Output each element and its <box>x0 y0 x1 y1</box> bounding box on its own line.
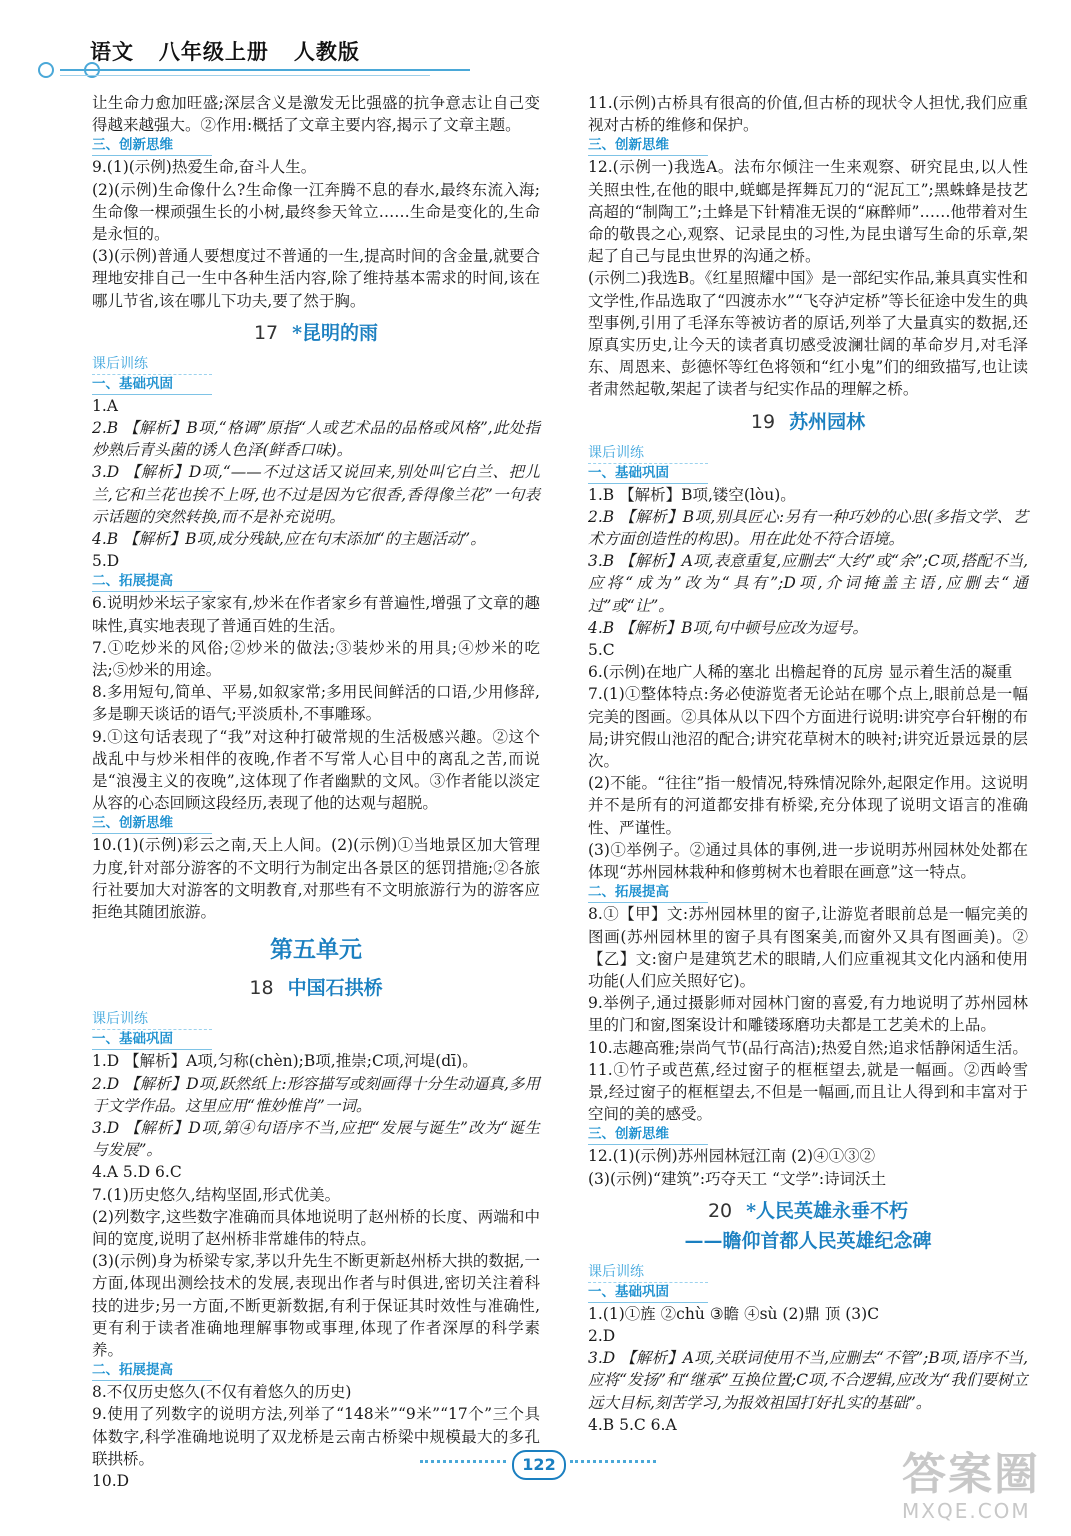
answer-text: 7.(1)①整体特点:务必使游览者无论站在哪个点上,眼前总是一幅完美的图画。②具体从以下四个方面进行说明:讲究亭台轩榭的布局;讲究假山池沼的配合;讲究花草树木的映衬;讲究近景远景的层次。 <box>588 685 1028 771</box>
training-label: 课后训练 <box>92 1009 212 1030</box>
lesson-name: *昆明的雨 <box>292 321 379 344</box>
training-label: 课后训练 <box>588 1262 708 1283</box>
answer-text: 4.B 【解析】B项,句中顿号应改为逗号。 <box>588 618 868 637</box>
answer-text: 5.D <box>92 552 120 571</box>
section-heading: 一、基础巩固 <box>588 1283 708 1303</box>
lesson-title <box>588 407 1028 437</box>
answer-text: 10.D <box>92 1471 130 1490</box>
watermark-logo: 答案圈 <box>902 1449 1040 1500</box>
answer-text: 2.D 【解析】D项,跃然纸上:形容描写或刻画得十分生动逼真,多用于文学作品。这里应用“惟妙惟肖”一词。 <box>92 1074 540 1115</box>
section-heading: 一、基础巩固 <box>92 1030 212 1050</box>
section-heading: 二、拓展提高 <box>588 883 708 903</box>
answer-text: 3.D 【解析】A项,关联词使用不当,应删去“不管”;B项,语序不当,应将“发扬”和“继承”互换位置;C项,不合逻辑,应改为“我们要树立远大目标,刻苦学习,为报效祖国打好扎实的基础”。 <box>588 1349 1028 1412</box>
answer-text: 2.B 【解析】B项,“格调”原指“人或艺术品的品格或风格”,此处指炒熟后青头菌的诱人色泽(鲜香口味)。 <box>92 419 540 460</box>
answer-text: 1.A <box>92 396 118 415</box>
lesson-number: 19 <box>750 410 776 433</box>
answer-text: 3.B 【解析】A项,表意重复,应删去“大约”或“余”;C项,搭配不当,应将“成为”改为“具有”;D项,介词掩盖主语,应删去“通过”或“让”。 <box>588 552 1028 615</box>
lesson-name: *人民英雄永垂不朽 <box>746 1199 909 1222</box>
lesson-name: 苏州园林 <box>789 410 866 433</box>
header-rule <box>60 69 470 71</box>
answer-text: (3)(示例)普通人要想度过不普通的一生,提高时间的含金量,就要合理地安排自己一生中各种生活内容,除了维持基本需求的时间,该在哪儿节省,该在哪儿下功夫,要了然于胸。 <box>92 247 540 310</box>
lesson-number: 17 <box>253 321 279 344</box>
answer-text: 7.①吃炒米的风俗;②炒米的做法;③装炒米的用具;④炒米的吃法;⑤炒米的用途。 <box>92 638 540 680</box>
section-heading: 三、创新思维 <box>92 814 212 834</box>
footer-dots-left <box>420 1460 506 1467</box>
answer-text: 8.①【甲】文:苏州园林里的窗子,让游览者眼前总是一幅完美的图画(苏州园林里的窗子具有图案美,而窗外又具有图画美)。②【乙】文:窗户是建筑艺术的眼睛,人们应重视其文化内涵和使用功能(人们应关照好它)。 <box>588 905 1028 990</box>
right-column <box>588 92 1028 1436</box>
watermark-url: MXQE.COM <box>902 1499 1031 1523</box>
answer-text: 3.D 【解析】D项,第④句语序不当,应把“发展与诞生”改为“诞生与发展”。 <box>92 1118 540 1160</box>
section-heading: 三、创新思维 <box>588 1125 708 1145</box>
answer-text: 8.多用短句,简单、平易,如叙家常;多用民间鲜活的口语,少用修辞,多是聊天谈话的语气;平淡质朴,不事雕琢。 <box>92 683 540 724</box>
answer-text: 2.B 【解析】B项,别具匠心:另有一种巧妙的心思(多指文学、艺术方面创造性的构思)。用在此处不符合语境。 <box>588 507 1028 549</box>
section-heading: 二、拓展提高 <box>92 1361 212 1381</box>
answer-text: (示例二)我选B。《红星照耀中国》是一部纪实作品,兼具真实性和文学性,作品选取了“四渡赤水”“飞夺泸定桥”等长征途中发生的典型事例,引用了毛泽东等被访者的原话,列举了大量真实的数据,还原真实历史,让今天的读者真切感受波澜壮阔的革命岁月,对毛泽东、周恩来、彭德怀等红色将领和“红小鬼”们的细致描写,也让读者肃然起敬,架起了读者与纪实作品的理解之桥。 <box>588 269 1028 399</box>
answer-text: 11.(示例)古桥具有很高的价值,但古桥的现状令人担忧,我们应重视对古桥的维修和保护。 <box>588 94 1028 135</box>
section-heading: 二、拓展提高 <box>92 572 212 592</box>
answer-text: 4.B 5.C 6.A <box>588 1415 677 1434</box>
training-label: 课后训练 <box>92 354 212 375</box>
answer-text: 4.A 5.D 6.C <box>92 1163 182 1182</box>
lesson-title <box>588 1196 1028 1226</box>
answer-text: 让生命力愈加旺盛;深层含义是激发无比强盛的抗争意志让自己变得越来越强大。②作用:概括了文章主要内容,揭示了文章主题。 <box>92 94 540 135</box>
answer-text: 8.不仅历史悠久(不仅有着悠久的历史) <box>92 1383 352 1402</box>
answer-text: 9.(1)(示例)热爱生命,奋斗人生。 <box>92 158 317 177</box>
answer-text: 1.(1)①旌 ②chù ③瞻 ④sù (2)鼎 顶 (3)C <box>588 1304 880 1323</box>
lesson-title <box>92 973 540 1003</box>
answer-text: 7.(1)历史悠久,结构坚固,形式优美。 <box>92 1185 341 1204</box>
left-column <box>92 92 540 1492</box>
answer-text: 10.志趣高雅;崇尚气节(品行高洁);热爱自然;追求恬静闲适生活。 <box>588 1038 1028 1057</box>
section-heading: 一、基础巩固 <box>92 375 212 395</box>
section-heading: 三、创新思维 <box>92 136 212 156</box>
answer-text: (2)列数字,这些数字准确而具体地说明了赵州桥的长度、两端和中间的宽度,说明了赵州桥非常雄伟的特点。 <box>92 1207 540 1248</box>
answer-text: 6.说明炒米坛子家家有,炒米在作者家乡有普遍性,增强了文章的趣味性,真实地表现了普通百姓的生活。 <box>92 594 540 635</box>
lesson-number: 18 <box>249 977 274 1000</box>
page-header <box>0 0 1071 90</box>
answer-text: 1.D 【解析】A项,匀称(chèn);B项,推崇;C项,河堤(dī)。 <box>92 1052 478 1071</box>
lesson-title <box>92 318 540 348</box>
answer-text: 9.举例子,通过摄影师对园林门窗的喜爱,有力地说明了苏州园林里的门和窗,图案设计和雕镂琢磨功夫都是工艺美术的上品。 <box>588 994 1028 1035</box>
answer-text: 1.B 【解析】B项,镂空(lòu)。 <box>588 485 796 504</box>
answer-text: 12.(1)(示例)苏州园林冠江南 (2)④①③② <box>588 1147 876 1166</box>
footer-dots-right <box>570 1460 656 1467</box>
answer-text: 9.①这句话表现了“我”对这种打破常规的生活极感兴趣。②这个战乱中与炒米相伴的夜晚,作者不写常人心目中的离乱之苦,而说是“浪漫主义的夜晚”,这体现了作者幽默的文风。③作者能以淡定从容的心态回顾这段经历,表现了他的达观与超脱。 <box>92 727 540 813</box>
answer-text: 6.(示例)在地广人稀的塞北 出檐起脊的瓦房 显示着生活的凝重 <box>588 663 1013 682</box>
answer-text: 12.(示例一)我选A。法布尔倾注一生来观察、研究昆虫,以人性关照虫性,在他的眼中,蜣螂是挥舞瓦刀的“泥瓦工”;黑蛛蜂是技艺高超的“制陶工”;土蜂是下针精准无误的“麻醉师”……他带着对生命的敬畏之心,观察、记录昆虫的习性,为昆虫谱写生命的乐章,架起了自己与昆虫世界的沟通之桥。 <box>588 158 1028 266</box>
unit-title: 第五单元 <box>270 937 362 964</box>
header-rule-thin <box>60 75 430 76</box>
book-title: 语文 八年级上册 人教版 <box>90 40 360 64</box>
section-heading: 一、基础巩固 <box>588 464 708 484</box>
answer-text: 11.①竹子或芭蕉,经过窗子的框框望去,就是一幅画。②西岭雪景,经过窗子的框框望去,不但是一幅画,而且让人得到和丰富对于空间的美的感受。 <box>588 1060 1028 1124</box>
training-label: 课后训练 <box>588 443 708 464</box>
section-heading: 三、创新思维 <box>588 136 708 156</box>
lesson-name: 中国石拱桥 <box>287 977 383 1000</box>
watermark <box>902 1450 1062 1530</box>
header-dot-icon <box>38 62 54 78</box>
answer-text: (2)(示例)生命像什么?生命像一江奔腾不息的春水,最终东流入海;生命像一棵顽强生长的小树,最终参天耸立……生命是变化的,生命是永恒的。 <box>92 180 540 244</box>
answer-text: (3)(示例)“建筑”:巧夺天工 “文学”:诗词沃土 <box>588 1169 887 1188</box>
lesson-subtitle: ——瞻仰首都人民英雄纪念碑 <box>684 1229 932 1252</box>
answer-text: 3.D 【解析】D项,“——不过这话又说回来,别处叫它白兰、把儿兰,它和兰花也挨不上呀,也不过是因为它很香,香得像兰花”一句表示话题的突然转换,而不是补充说明。 <box>92 463 540 526</box>
answer-text: (3)①举例子。②通过具体的事例,进一步说明苏州园林处处都在体现“苏州园林栽种和修剪树木也着眼在画意”这一特点。 <box>588 840 1028 882</box>
answer-text: (2)不能。“往往”指一般情况,特殊情况除外,起限定作用。这说明并不是所有的河道都安排有桥梁,充分体现了说明文语言的准确性、严谨性。 <box>588 774 1028 837</box>
answer-text: 10.(1)(示例)彩云之南,天上人间。(2)(示例)①当地景区加大管理力度,针对部分游客的不文明行为制定出各景区的惩罚措施;②各旅行社要加大对游客的文明教育,对那些有不文明旅游行为的游客应拒绝其随团旅游。 <box>92 836 540 922</box>
lesson-number: 20 <box>707 1199 733 1222</box>
answer-text: 4.B 【解析】B项,成分残缺,应在句末添加“的主题活动”。 <box>92 530 486 549</box>
answer-text: 9.使用了列数字的说明方法,列举了“148米”“9米”“17个”三个具体数字,科学准确地说明了双龙桥是云南古桥梁中规模最大的多孔联拱桥。 <box>92 1405 540 1468</box>
answer-text: 5.C <box>588 641 615 660</box>
answer-text: 2.D <box>588 1326 616 1345</box>
page-number: 122 <box>512 1450 566 1480</box>
answer-text: (3)(示例)身为桥梁专家,茅以升先生不断更新赵州桥大拱的数据,一方面,体现出测绘技术的发展,表现出作者与时俱进,密切关注着科技的进步;另一方面,不断更新数据,有利于保证其时效性与准确性,更有利于读者准确地理解事物或事理,体现了作者深厚的科学素养。 <box>92 1252 540 1359</box>
